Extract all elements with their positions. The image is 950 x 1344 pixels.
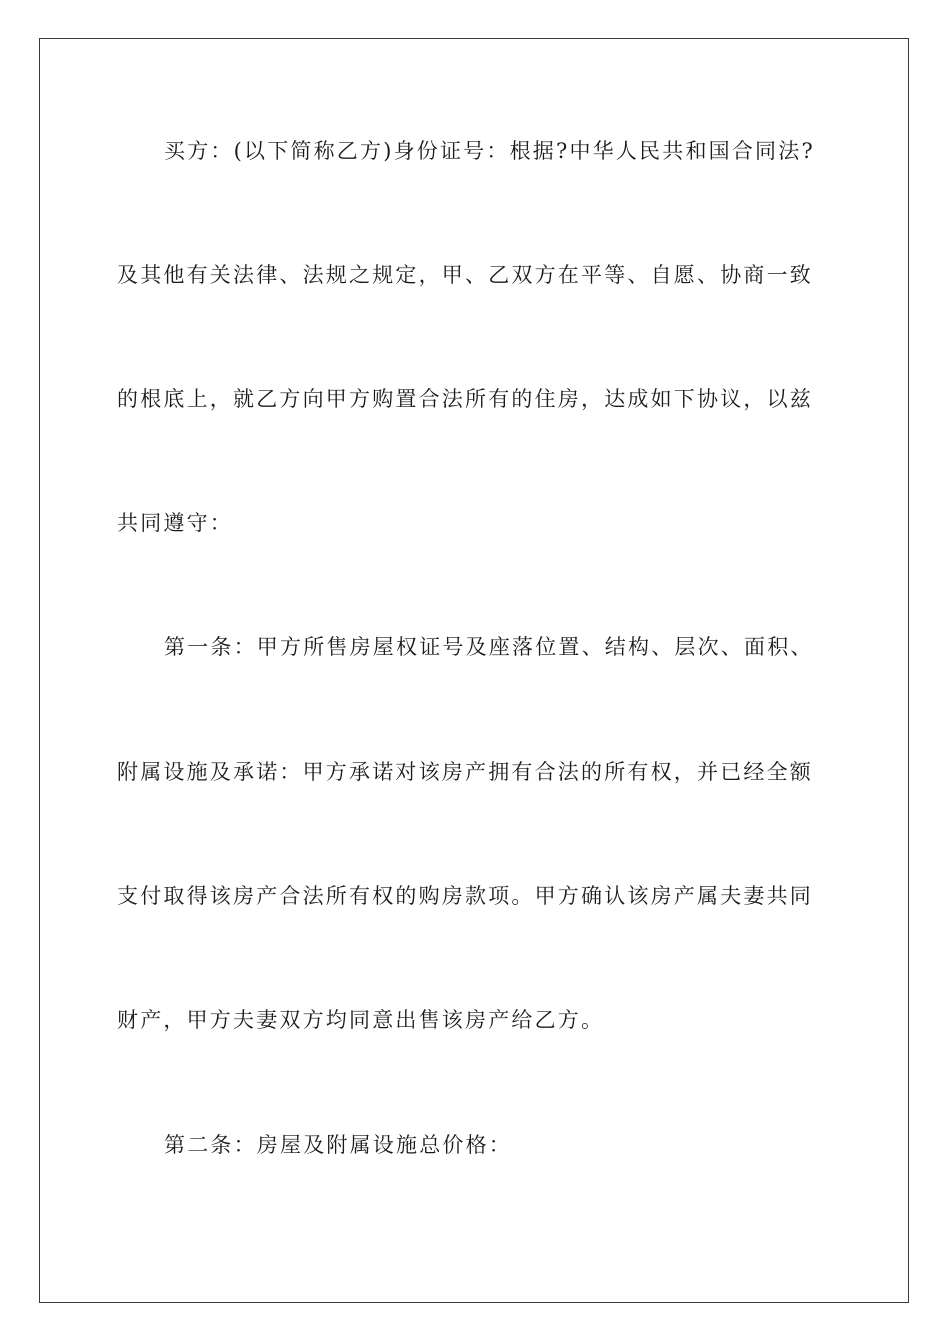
text-line-article-1-cont-2: 支付取得该房产合法所有权的购房款项。甲方确认该房产属夫妻共同 [117,884,813,908]
text-line-laws: 及其他有关法律、法规之规定，甲、乙双方在平等、自愿、协商一致 [117,263,813,287]
text-line-article-1-cont-1: 附属设施及承诺：甲方承诺对该房产拥有合法的所有权，并已经全额 [117,760,813,784]
text-line-article-2: 第二条：房屋及附属设施总价格： [164,1133,512,1157]
text-line-article-1: 第一条：甲方所售房屋权证号及座落位置、结构、层次、面积、 [164,635,814,659]
page-border [39,38,909,1303]
text-line-buyer: 买方：(以下简称乙方)身份证号：根据?中华人民共和国合同法? [164,139,815,163]
text-line-article-1-cont-3: 财产，甲方夫妻双方均同意出售该房产给乙方。 [117,1008,605,1032]
text-line-observe: 共同遵守： [117,511,233,535]
text-line-basis: 的根底上，就乙方向甲方购置合法所有的住房，达成如下协议，以兹 [117,387,813,411]
